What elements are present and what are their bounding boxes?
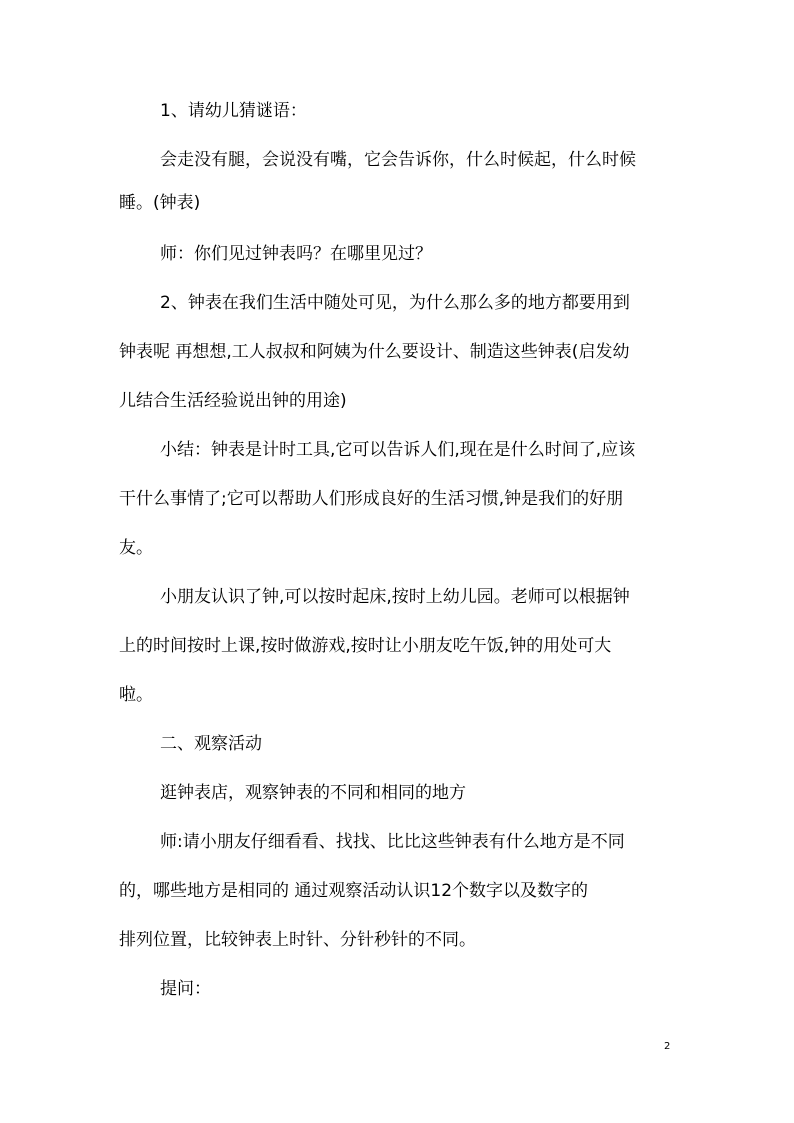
paragraph-line: 友。 bbox=[119, 538, 153, 558]
section-heading: 二、观察活动 bbox=[160, 734, 262, 754]
paragraph-line: 会走没有腿，会说没有嘴，它会告诉你，什么时候起，什么时候 bbox=[160, 150, 636, 170]
paragraph-line: 啦。 bbox=[119, 685, 153, 705]
paragraph-line: 2、钟表在我们生活中随处可见，为什么那么多的地方都要用到 bbox=[160, 293, 630, 313]
paragraph-line: 钟表呢 再想想,工人叔叔和阿姨为什么要设计、制造这些钟表(启发幼 bbox=[119, 342, 630, 362]
paragraph-line: 提问： bbox=[160, 979, 211, 999]
paragraph-line: 排列位置，比较钟表上时针、分针秒针的不同。 bbox=[119, 930, 476, 950]
paragraph-line: 师:请小朋友仔细看看、找找、比比这些钟表有什么地方是不同 bbox=[160, 832, 625, 852]
page-number: 2 bbox=[664, 1041, 671, 1052]
paragraph-line: 逛钟表店，观察钟表的不同和相同的地方 bbox=[160, 783, 466, 803]
paragraph-line: 儿结合生活经验说出钟的用途) bbox=[119, 391, 347, 411]
paragraph-line: 小朋友认识了钟,可以按时起床,按时上幼儿园。老师可以根据钟 bbox=[160, 587, 630, 607]
paragraph-line: 的，哪些地方是相同的 通过观察活动认识12个数字以及数字的 bbox=[119, 881, 589, 901]
paragraph-line: 1、请幼儿猜谜语： bbox=[160, 101, 307, 121]
paragraph-line: 上的时间按时上课,按时做游戏,按时让小朋友吃午饭,钟的用处可大 bbox=[119, 636, 612, 656]
paragraph-line: 干什么事情了;它可以帮助人们形成良好的生活习惯,钟是我们的好朋 bbox=[119, 489, 624, 509]
paragraph-line: 小结：钟表是计时工具,它可以告诉人们,现在是什么时间了,应该 bbox=[160, 440, 636, 460]
paragraph-line: 睡。(钟表) bbox=[119, 193, 201, 213]
paragraph-line: 师：你们见过钟表吗？在哪里见过？ bbox=[160, 244, 432, 264]
